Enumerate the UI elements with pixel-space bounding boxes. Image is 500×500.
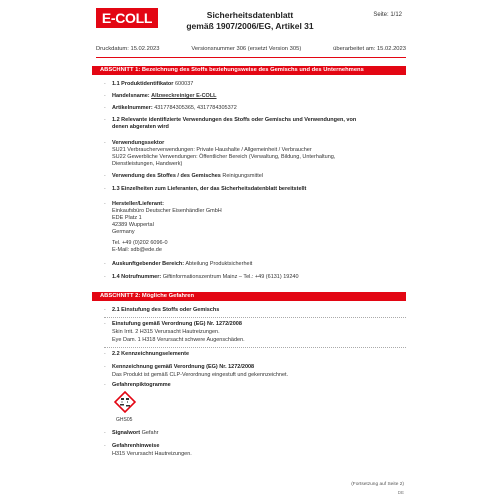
relevant-uses-line-1: 1.2 Relevante identifizierte Verwendungen des Stoffs oder Gemischs und Verwendungen, von	[112, 117, 357, 123]
bullet: ·	[104, 117, 106, 123]
ghs-code: GHS05	[116, 417, 133, 423]
ghs05-corrosion-icon	[114, 391, 136, 413]
clp-labelling-value: Das Produkt ist gemäß CLP-Verordnung eingestuft und gekennzeichnet.	[112, 372, 289, 378]
email-address[interactable]: E-Mail: sdb@ede.de	[112, 247, 162, 253]
info-department: Auskunftgebender Bereich: Abteilung Produktsicherheit	[112, 261, 253, 267]
bullet: ·	[104, 274, 106, 280]
relevant-uses-line-2: denen abgeraten wird	[112, 124, 169, 130]
section-2-header	[96, 292, 406, 301]
separator	[104, 317, 406, 318]
classification-heading: 2.1 Einstufung des Stoffs oder Gemischs	[112, 307, 220, 313]
language-code: DE	[397, 490, 404, 495]
print-date: Druckdatum: 15.02.2023	[96, 46, 160, 52]
su22-line: SU22 Gewerbliche Verwendungen: Öffentlicher Bereich (Verwaltung, Bildung, Unterhaltung,	[112, 154, 336, 160]
address-line: Germany	[112, 229, 135, 235]
supplier-details: 1.3 Einzelheiten zum Lieferanten, der das Sicherheitsdatenblatt bereitstellt	[112, 186, 307, 192]
separator	[104, 347, 406, 348]
bullet: ·	[104, 81, 106, 87]
bullet: ·	[104, 186, 106, 192]
clp-labelling-label: Kennzeichnung gemäß Verordnung (EG) Nr. 1272/2008	[112, 364, 255, 370]
skin-irritation-line: Skin Irrit. 2 H315 Verursacht Hautreizungen.	[112, 329, 220, 335]
pictograms-label: Gefahrenpiktogramme	[112, 382, 171, 388]
product-identifier	[112, 81, 193, 87]
bullet: ·	[104, 105, 106, 111]
bullet: ·	[104, 430, 106, 436]
bullet: ·	[104, 443, 106, 449]
hazard-statement: H315 Verursacht Hautreizungen.	[112, 451, 192, 457]
page-number: Seite: 1/12	[373, 12, 402, 18]
emergency-number: 1.4 Notrufnummer: Giftinformationszentrum Mainz – Tel.: +49 (6131) 19240	[112, 274, 299, 280]
product-identifier-label: 1.1 Produktidentifikator	[112, 81, 174, 87]
section-marker	[92, 292, 96, 301]
section-1-header	[96, 66, 406, 75]
label-elements-heading: 2.2 Kennzeichnungselemente	[112, 351, 190, 357]
address-line: 42389 Wuppertal	[112, 222, 154, 228]
manufacturer-label: Hersteller/Lieferant:	[112, 201, 164, 207]
phone-number: Tel. +49 (0)202 6096-0	[112, 240, 168, 246]
address-line: Einkaufsbüro Deutscher Eisenhändler GmbH	[112, 208, 222, 214]
header-divider	[96, 57, 406, 58]
clp-classification-label: Einstufung gemäß Verordnung (EG) Nr. 1272/2008	[112, 321, 242, 327]
bullet: ·	[104, 364, 106, 370]
eye-damage-line: Eye Dam. 1 H318 Verursacht schwere Augenschäden.	[112, 337, 245, 343]
continuation-note: (Fortsetzung auf Seite 2)	[351, 482, 404, 487]
bullet: ·	[104, 93, 106, 99]
su22-continuation: Dienstleistungen, Handwerk)	[112, 161, 183, 167]
product-identifier-value: 600037	[174, 81, 194, 87]
meta-row	[96, 46, 406, 52]
section-1-title: ABSCHNITT 1: Bezeichnung des Stoffs beziehungsweise des Gemischs und des Unternehmens	[100, 67, 364, 73]
trade-name	[112, 93, 217, 99]
version-number: Versionsnummer 306 (ersetzt Version 305)	[191, 46, 302, 52]
document-subtitle: gemäß 1907/2006/EG, Artikel 31	[186, 21, 314, 31]
bullet: ·	[104, 321, 106, 327]
article-number-label: Artikelnummer:	[112, 105, 153, 111]
brand-logo: E-COLL	[96, 8, 158, 28]
bullet: ·	[104, 140, 106, 146]
hazard-statements-label: Gefahrenhinweise	[112, 443, 160, 449]
article-number-value: 4317784305365, 4317784305372	[154, 105, 237, 111]
bullet: ·	[104, 173, 106, 179]
document-title: Sicherheitsdatenblatt	[206, 10, 294, 20]
bullet: ·	[104, 351, 106, 357]
article-number	[112, 105, 237, 111]
trade-name-value: Allzweckreiniger E-COLL	[151, 93, 217, 99]
section-marker	[92, 66, 96, 75]
sector-label: Verwendungssektor	[112, 140, 165, 146]
trade-name-label: Handelsname:	[112, 93, 150, 99]
bullet: ·	[104, 261, 106, 267]
revision-date: überarbeitet am: 15.02.2023	[333, 46, 406, 52]
su21-line: SU21 Verbraucherverwendungen: Private Haushalte / Allgemeinheit / Verbraucher	[112, 147, 312, 153]
bullet: ·	[104, 201, 106, 207]
signal-word: Signalwort Gefahr	[112, 430, 159, 436]
bullet: ·	[104, 382, 106, 388]
address-line: EDE Platz 1	[112, 215, 142, 221]
section-2-title: ABSCHNITT 2: Mögliche Gefahren	[100, 293, 195, 299]
bullet: ·	[104, 307, 106, 313]
use-of-mixture: Verwendung des Stoffes / des Gemisches Reinigungsmittel	[112, 173, 264, 179]
